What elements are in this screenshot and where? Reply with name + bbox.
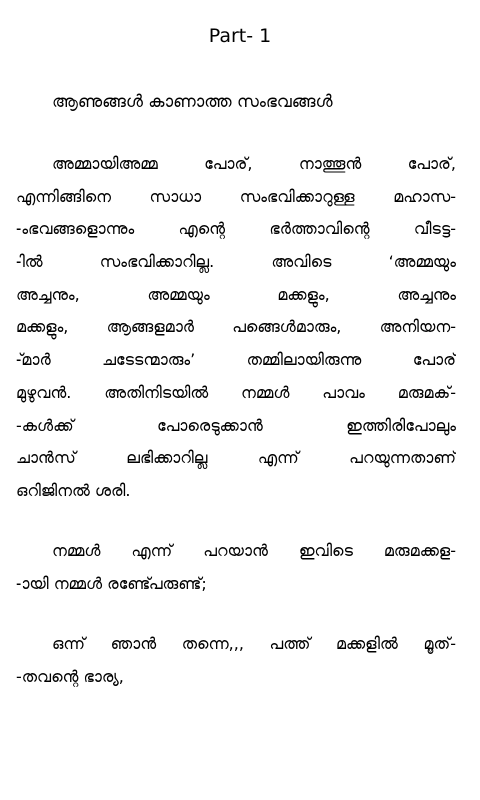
text-line: -്മാർ ചടേടന്മാരും’ തമ്മിലായിരുന്നു പോര് <box>16 350 456 370</box>
paragraph-3 <box>16 628 456 693</box>
text-line: ഒന്ന് ഞാൻ തന്നെ,,, പത്ത് മക്കളിൽ മൂത്- <box>52 634 456 653</box>
text-line: -ംഭവങ്ങളൊന്നും എന്റെ ഭർത്താവിന്റെ വീടട്ട- <box>16 219 456 239</box>
text-line: ഒറിജിനൽ ശരി. <box>16 480 131 500</box>
part-title: Part- 1 <box>208 25 272 47</box>
paragraph-1 <box>16 148 456 508</box>
chapter-heading: ആണുങ്ങൾ കാണാത്ത സംഭവങ്ങൾ <box>52 92 333 112</box>
text-line: അച്ചനും, അമ്മയും മക്കളും, അച്ചനും <box>16 284 456 304</box>
text-line: -ിൽ സംഭവിക്കാറില്ല. അവിടെ ‘അമ്മയും <box>16 252 456 272</box>
text-line: ചാൻസ് ലഭിക്കാറില്ല എന്ന് പറയുന്നതാണ് <box>16 448 456 468</box>
text-line: -കൾക്ക് പോരെടുക്കാൻ ഇത്തിരിപോലും <box>16 415 456 435</box>
text-line: -തവന്റെ ഭാര്യ, <box>16 666 124 686</box>
paragraph-2 <box>16 535 456 600</box>
text-line: -ായി നമ്മൾ രണ്ട്പേരുണ്ട്; <box>16 573 207 593</box>
text-line: അമ്മായിഅമ്മ പോര്, നാത്തൂൻ പോര്, <box>52 154 456 173</box>
text-line: മുഴുവൻ. അതിനിടയിൽ നമ്മൾ പാവം മരുമക്- <box>16 382 456 402</box>
text-line: നമ്മൾ എന്ന് പറയാൻ ഇവിടെ മരുമക്കള- <box>52 541 456 560</box>
text-line: മക്കളും, ആങ്ങളമാർ പങ്ങെൾമാരും, അനിയന- <box>16 317 456 337</box>
text-line: എന്നിങ്ങിനെ സാധാ സംഭവിക്കാറുള്ള മഹാസ- <box>16 186 456 206</box>
